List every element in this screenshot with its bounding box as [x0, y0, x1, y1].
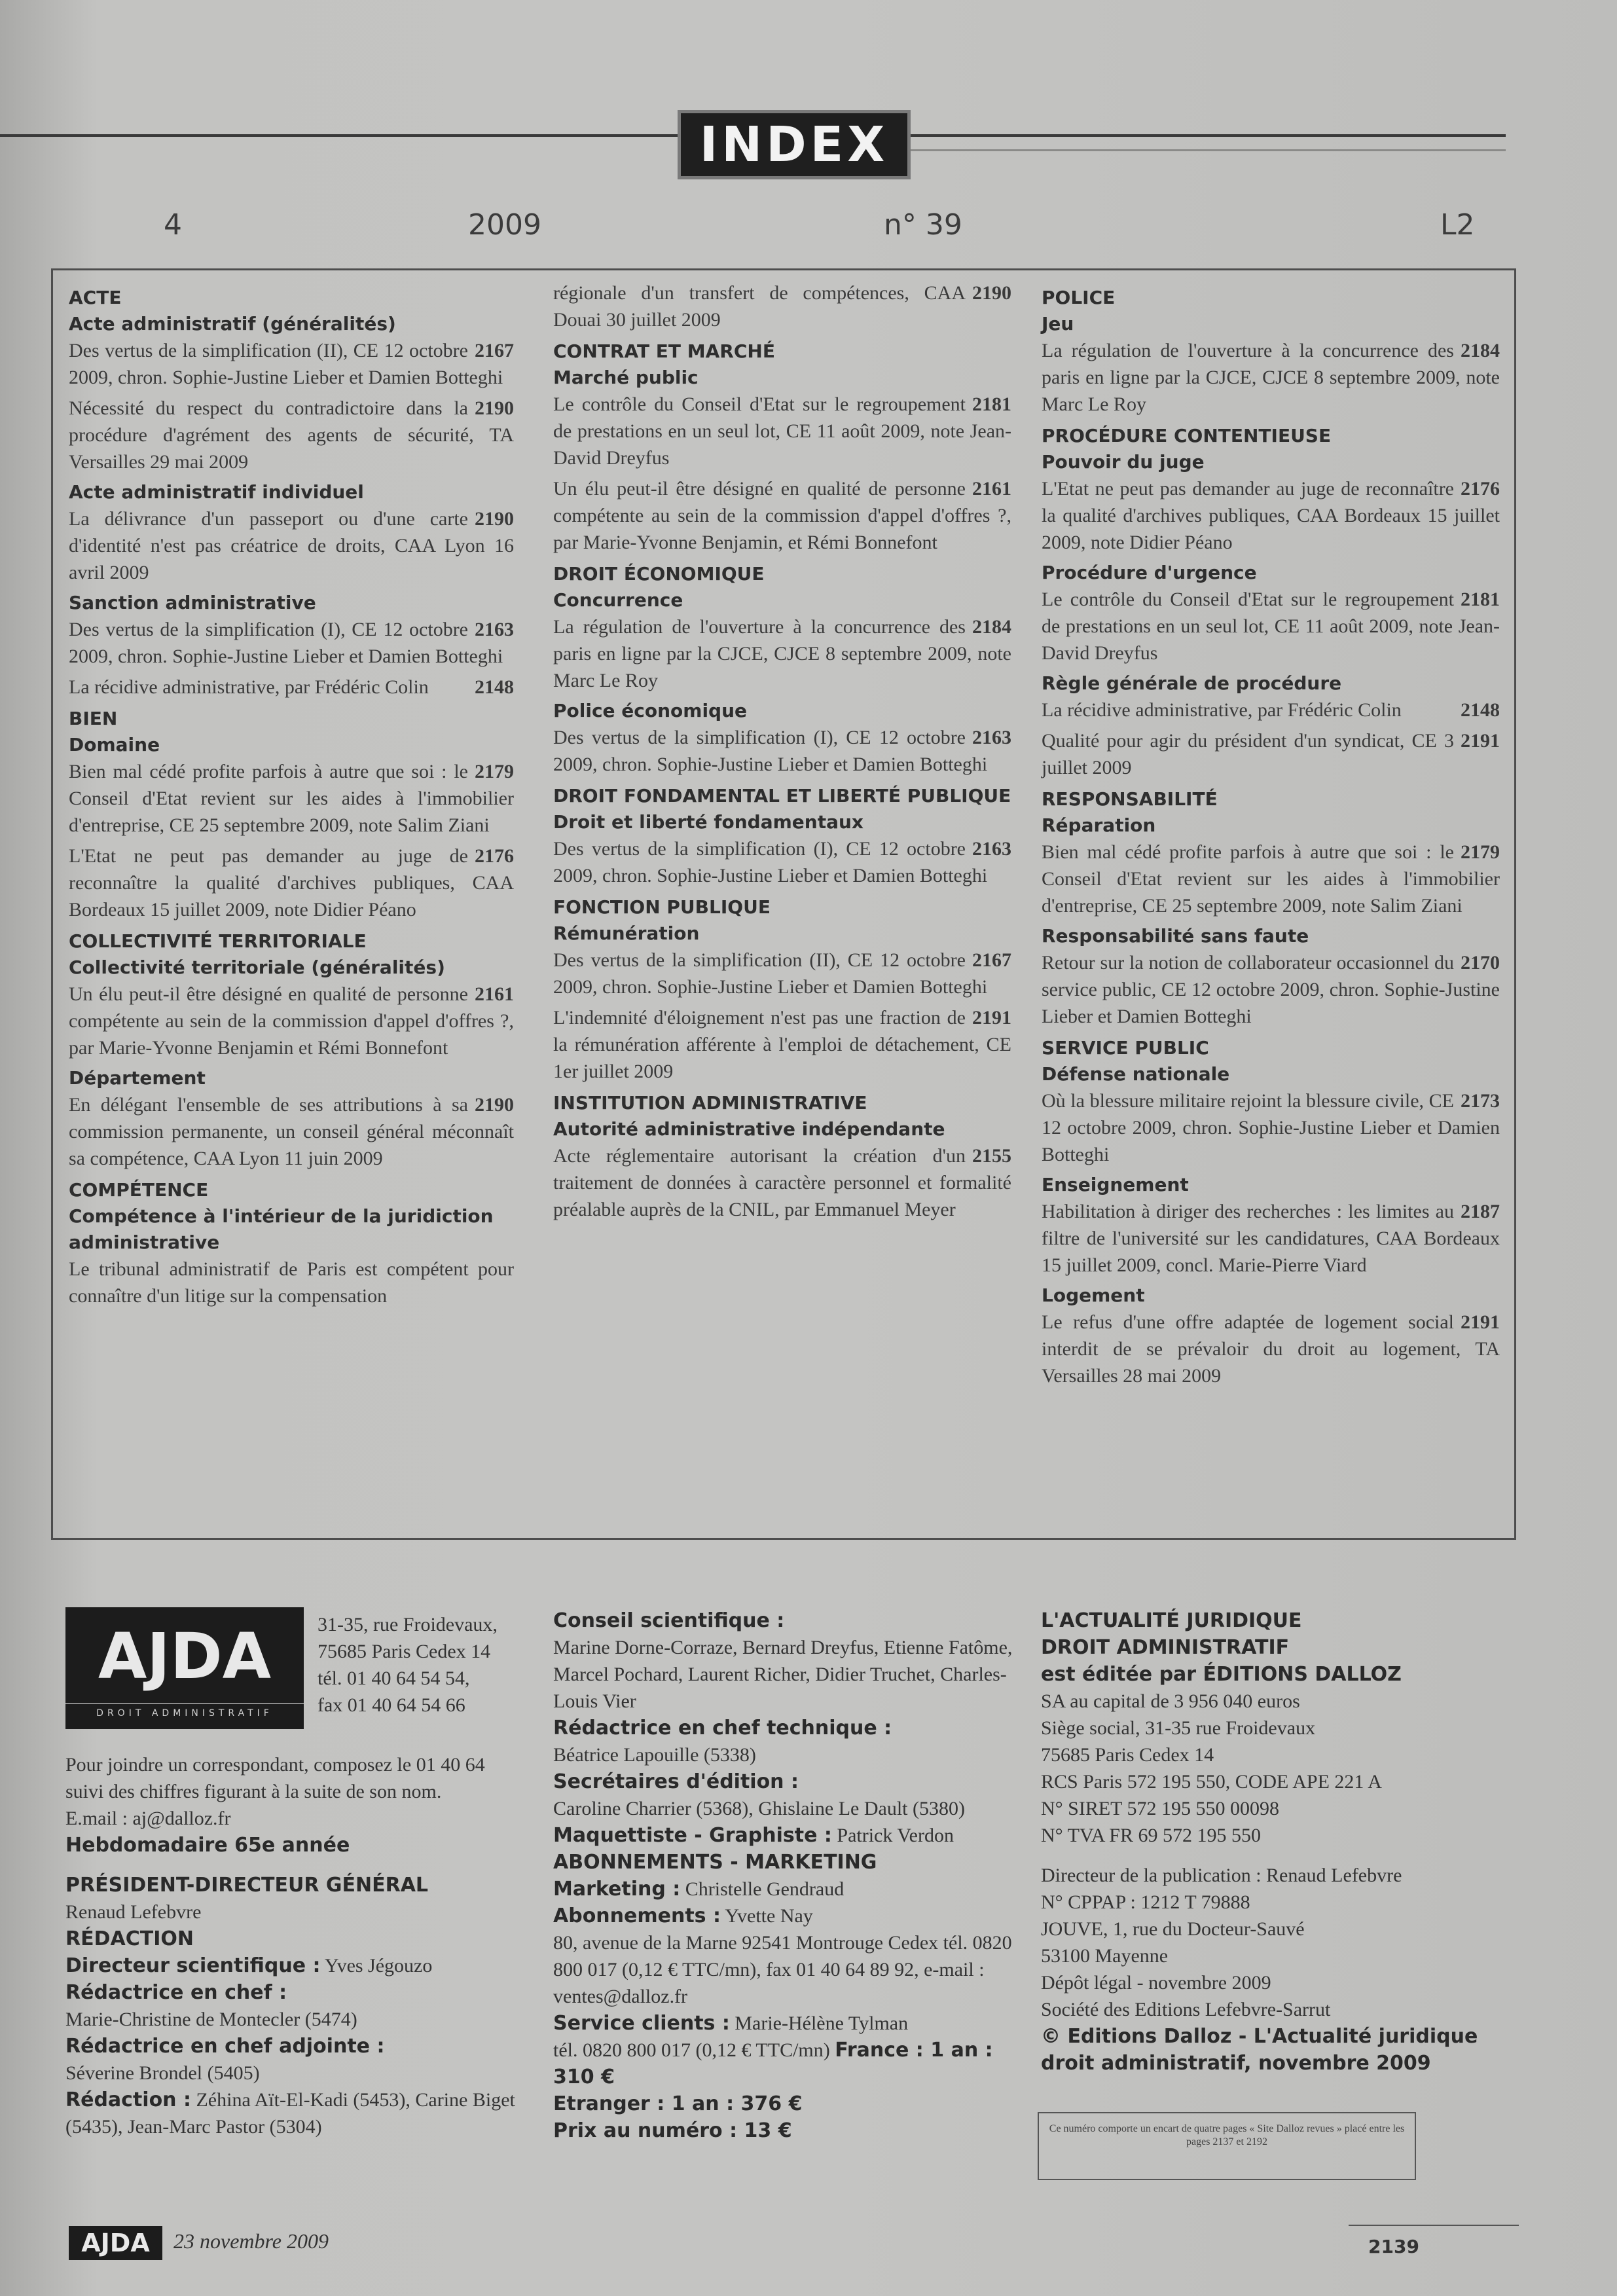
masthead-text: 53100 Mayenne [1041, 1945, 1169, 1967]
masthead-text: 80, avenue de la Marne 92541 Montrouge Cedex tél. 0820 800 017 (0,12 € TTC/mn), fax 01 40 64 89 92, e-mail : ventes@dalloz.fr [553, 1932, 1012, 2007]
masthead-text: Béatrice Lapouille (5338) [553, 1744, 756, 1766]
masthead-value: Patrick Verdon [837, 1825, 954, 1846]
page-ref: 2191 [972, 1007, 1011, 1029]
page-ref: 2187 [1461, 1201, 1500, 1222]
masthead-heading: Rédactrice en chef adjointe : [65, 2035, 385, 2058]
index-entry [69, 981, 514, 1061]
section-heading: PROCÉDURE CONTENTIEUSE [1042, 425, 1332, 446]
address-line: 75685 Paris Cedex 14 [318, 1641, 491, 1662]
masthead-value: tél. 0820 800 017 (0,12 € TTC/mn) [553, 2039, 830, 2061]
spacer [65, 1859, 524, 1872]
masthead-heading: Rédactrice en chef technique : [553, 1717, 892, 1740]
masthead-text: N° CPPAP : 1212 T 79888 [1041, 1891, 1250, 1913]
masthead-line [65, 2086, 524, 2140]
masthead-text: Dépôt légal - novembre 2009 [1041, 1972, 1271, 1994]
section-heading: DROIT ÉCONOMIQUE [553, 563, 765, 585]
section-heading: POLICE [1042, 287, 1116, 308]
entry-text: Des vertus de la simplification (I), CE 12 octobre 2009, chron. Sophie-Justine Lieber et Damien Botteghi [69, 619, 503, 667]
page-ref: 2181 [1461, 589, 1500, 610]
masthead-label: Maquettiste - Graphiste : [553, 1824, 832, 1847]
index-entry [553, 475, 1011, 556]
page-ref: 2155 [972, 1145, 1011, 1167]
masthead-label: Directeur scientifique : [65, 1954, 321, 1977]
index-entry [1042, 337, 1500, 418]
masthead-text: Siège social, 31-35 rue Froidevaux [1041, 1717, 1316, 1739]
entry-text: Un élu peut-il être désigné en qualité de personne compétente au sein de la commission d'appel d'offres ?, par Marie-Yvonne Benjamin, et Rémi Bonnefont [553, 478, 1011, 553]
masthead-text: E.mail : aj@dalloz.fr [65, 1808, 231, 1829]
subsection-heading: Marché public [553, 367, 699, 388]
masthead-column-2 [553, 1607, 1025, 2144]
section-heading: SERVICE PUBLIC [1042, 1037, 1209, 1059]
handwritten-volume: 4 [164, 208, 182, 242]
masthead-heading: DROIT ADMINISTRATIF [1041, 1636, 1290, 1659]
entry-text: La régulation de l'ouverture à la concurrence des paris en ligne par la CJCE, CJCE 8 septembre 2009, note Marc Le Roy [553, 616, 1011, 691]
masthead-heading: Conseil scientifique : [553, 1609, 785, 1632]
page-ref: 2163 [972, 838, 1011, 860]
entry-text: La délivrance d'un passeport ou d'une carte d'identité n'est pas créatrice de droits, CAA Lyon 16 avril 2009 [69, 508, 514, 583]
page-ref: 2179 [1461, 841, 1500, 863]
entry-text: L'Etat ne peut pas demander au juge de reconnaître la qualité d'archives publiques, CAA Bordeaux 15 juillet 2009, note Didier Péano [1042, 478, 1500, 553]
masthead-line [553, 2037, 1025, 2090]
page-ref: 2148 [475, 676, 514, 698]
entry-text: L'Etat ne peut pas demander au juge de reconnaître la qualité d'archives publiques, CAA Bordeaux 15 juillet 2009, note Didier Péano [69, 845, 514, 920]
masthead-label: Service clients : [553, 2012, 730, 2035]
masthead-line [553, 1903, 1025, 1929]
index-entry [553, 391, 1011, 471]
logo-subtitle: DROIT ADMINISTRATIF [65, 1703, 304, 1720]
subsection-heading: Rémunération [553, 922, 700, 944]
publisher-address [318, 1611, 534, 1719]
masthead-value: Zéhina Aït-El-Kadi (5453), Carine Biget (5435), Jean-Marc Pastor (5304) [65, 2089, 515, 2138]
index-entry [1042, 697, 1500, 723]
index-entry [69, 337, 514, 391]
entry-text: Où la blessure militaire rejoint la blessure civile, CE 12 octobre 2009, chron. Sophie-Justine Lieber et Damien Botteghi [1042, 1090, 1500, 1165]
entry-text: Qualité pour agir du président d'un syndicat, CE 3 juillet 2009 [1042, 730, 1454, 778]
page-ref: 2181 [972, 393, 1011, 415]
section-heading: RESPONSABILITÉ [1042, 788, 1218, 810]
ajda-logo [65, 1607, 304, 1729]
masthead-heading: Prix au numéro : 13 € [553, 2119, 792, 2142]
section-heading: FONCTION PUBLIQUE [553, 896, 771, 918]
page-ref: 2167 [475, 340, 514, 361]
subsection-heading: Responsabilité sans faute [1042, 925, 1309, 947]
entry-text: régionale d'un transfert de compétences, CAA Douai 30 juillet 2009 [553, 282, 966, 331]
masthead-text: Pour joindre un correspondant, composez le 01 40 64 suivi des chiffres figurant à la suite de son nom. [65, 1754, 485, 1802]
subsection-heading: Collectivité territoriale (généralités) [69, 957, 445, 978]
spacer [1041, 1849, 1499, 1862]
page-ref: 2170 [1461, 952, 1500, 974]
masthead-column-1 [65, 1607, 524, 2140]
masthead-label: Abonnements : [553, 1904, 721, 1927]
masthead-line [553, 1822, 1025, 1849]
page-ref: 2163 [972, 727, 1011, 748]
page-ref: 2184 [972, 616, 1011, 638]
index-entry [1042, 475, 1500, 556]
index-entry [553, 613, 1011, 694]
masthead-heading: RÉDACTION [65, 1927, 194, 1950]
masthead-label: Marketing : [553, 1878, 681, 1901]
masthead-text: Caroline Charrier (5368), Ghislaine Le Dault (5380) [553, 1798, 965, 1819]
masthead-text: SA au capital de 3 956 040 euros [1041, 1690, 1300, 1712]
index-entry [1042, 727, 1500, 781]
subsection-heading: Autorité administrative indépendante [553, 1118, 945, 1140]
subsection-heading: Sanction administrative [69, 592, 316, 613]
index-entry [1042, 586, 1500, 666]
index-entry [1042, 839, 1500, 919]
index-box [51, 268, 1516, 1540]
subsection-heading: Défense nationale [1042, 1063, 1230, 1085]
subsection-heading: Jeu [1042, 313, 1074, 335]
page-number: 2139 [1368, 2236, 1419, 2257]
entry-text: Des vertus de la simplification (II), CE 12 octobre 2009, chron. Sophie-Justine Lieber et Damien Botteghi [553, 949, 988, 998]
index-entry [553, 947, 1011, 1000]
entry-text: Des vertus de la simplification (I), CE 12 octobre 2009, chron. Sophie-Justine Lieber et Damien Botteghi [553, 727, 988, 775]
page-ref: 2179 [475, 761, 514, 782]
handwritten-code: L2 [1440, 208, 1475, 242]
index-entry [1042, 949, 1500, 1030]
section-heading: ACTE [69, 287, 122, 308]
section-heading: CONTRAT ET MARCHÉ [553, 340, 775, 362]
entry-text: En délégant l'ensemble de ses attributions à sa commission permanente, un conseil général méconnaît sa compétence, CAA Lyon 11 juin 2009 [69, 1094, 514, 1169]
masthead-column-3 [1041, 1607, 1499, 2077]
index-entry [553, 1142, 1011, 1223]
masthead-heading: Rédactrice en chef : [65, 1981, 287, 2004]
page-ref: 2190 [475, 508, 514, 530]
logo-text: AJDA [98, 1620, 271, 1693]
section-heading: DROIT FONDAMENTAL ET LIBERTÉ PUBLIQUE [553, 785, 1011, 807]
entry-text: Le contrôle du Conseil d'Etat sur le regroupement de prestations en un seul lot, CE 11 août 2009, note Jean-David Dreyfus [1042, 589, 1500, 664]
masthead-text: Société des Editions Lefebvre-Sarrut [1041, 1999, 1331, 2020]
masthead-value: Yves Jégouzo [324, 1955, 433, 1977]
entry-text: Des vertus de la simplification (II), CE 12 octobre 2009, chron. Sophie-Justine Lieber et Damien Botteghi [69, 340, 503, 388]
masthead-text: Marie-Christine de Montecler (5474) [65, 2009, 357, 2030]
masthead-heading: Hebdomadaire 65e année [65, 1834, 350, 1857]
section-heading: BIEN [69, 708, 118, 729]
entry-text: La récidive administrative, par Frédéric Colin [1042, 699, 1402, 721]
subsection-heading: Acte administratif (généralités) [69, 313, 396, 335]
entry-text: Des vertus de la simplification (I), CE 12 octobre 2009, chron. Sophie-Justine Lieber et Damien Botteghi [553, 838, 988, 886]
index-entry [69, 616, 514, 670]
header-rule-secondary [903, 149, 1506, 151]
subsection-heading: Acte administratif individuel [69, 481, 364, 503]
entry-text: Nécessité du respect du contradictoire dans la procédure d'agrément des agents de sécurité, TA Versailles 29 mai 2009 [69, 397, 514, 473]
subsection-heading: Logement [1042, 1285, 1145, 1306]
masthead-text: Séverine Brondel (5405) [65, 2062, 260, 2084]
page-ref: 2176 [1461, 478, 1500, 500]
handwritten-year: 2009 [468, 208, 541, 242]
index-entry [69, 505, 514, 586]
masthead-text: Renaud Lefebvre [65, 1901, 202, 1923]
masthead-value: Marie-Hélène Tylman [735, 2013, 909, 2034]
masthead-label: Rédaction : [65, 2088, 191, 2111]
subsection-heading: Domaine [69, 734, 160, 756]
entry-text: Un élu peut-il être désigné en qualité de personne compétente au sein de la commission d'appel d'offres ?, par Marie-Yvonne Benjamin et Rémi Bonnefont [69, 983, 514, 1059]
masthead-heading: © Editions Dalloz - L'Actualité juridique droit administratif, novembre 2009 [1041, 2025, 1478, 2075]
address-line: fax 01 40 64 54 66 [318, 1694, 465, 1716]
index-entry [1042, 1198, 1500, 1279]
masthead-list-1 [65, 1751, 524, 2140]
index-column-1 [69, 280, 514, 1313]
masthead-text: 75685 Paris Cedex 14 [1041, 1744, 1214, 1766]
entry-text: La récidive administrative, par Frédéric Colin [69, 676, 429, 698]
entry-text: Retour sur la notion de collaborateur occasionnel du service public, CE 12 octobre 2009, chron. Sophie-Justine Lieber et Damien Botteghi [1042, 952, 1500, 1027]
address-line: 31-35, rue Froidevaux, [318, 1614, 498, 1635]
masthead-text: Marine Dorne-Corraze, Bernard Dreyfus, Etienne Fatôme, Marcel Pochard, Laurent Richer, Didier Truchet, Charles-Louis Vier [553, 1637, 1013, 1712]
page-ref: 2191 [1461, 730, 1500, 752]
entry-text: Le refus d'une offre adaptée de logement social interdit de se prévaloir du droit au logement, TA Versailles 28 mai 2009 [1042, 1311, 1500, 1387]
entry-text: La régulation de l'ouverture à la concurrence des paris en ligne par la CJCE, CJCE 8 septembre 2009, note Marc Le Roy [1042, 340, 1500, 415]
page-ref: 2173 [1461, 1090, 1500, 1112]
address-line: tél. 01 40 64 54 54, [318, 1667, 470, 1689]
index-entry [553, 724, 1011, 778]
subsection-heading: Enseignement [1042, 1174, 1189, 1195]
page-ref: 2190 [475, 397, 514, 419]
subsection-heading: Règle générale de procédure [1042, 672, 1342, 694]
masthead-label: France : 1 an : 310 € [553, 2039, 993, 2088]
insert-note: Ce numéro comporte un encart de quatre pages « Site Dalloz revues » placé entre les pages 2137 et 2192 [1038, 2112, 1416, 2180]
footer-date: 23 novembre 2009 [173, 2229, 329, 2253]
subsection-heading: Département [69, 1067, 206, 1089]
entry-text: Le tribunal administratif de Paris est compétent pour connaître d'un litige sur la compensation [69, 1258, 514, 1307]
masthead-text: N° SIRET 572 195 550 00098 [1041, 1798, 1279, 1819]
masthead-heading: Secrétaires d'édition : [553, 1770, 799, 1793]
footer-rule [1349, 2225, 1519, 2226]
index-entry [69, 758, 514, 839]
masthead-line [553, 1876, 1025, 1903]
index-entry [553, 1004, 1011, 1085]
index-entry [69, 395, 514, 475]
page-ref: 2190 [972, 282, 1011, 304]
subsection-heading: Compétence à l'intérieur de la juridiction administrative [69, 1205, 494, 1253]
masthead-value: Christelle Gendraud [685, 1878, 845, 1900]
section-heading: COMPÉTENCE [69, 1179, 209, 1201]
subsection-heading: Police économique [553, 700, 748, 721]
masthead-line [553, 2010, 1025, 2037]
page-ref: 2190 [475, 1094, 514, 1116]
page-ref: 2161 [972, 478, 1011, 500]
entry-text: L'indemnité d'éloignement n'est pas une fraction de la rémunération afférente à l'emploi de détachement, CE 1er juillet 2009 [553, 1007, 1011, 1082]
subsection-heading: Réparation [1042, 814, 1156, 836]
index-column-3 [1042, 280, 1500, 1393]
page-ref: 2161 [475, 983, 514, 1005]
index-title: INDEX [678, 110, 911, 179]
subsection-heading: Concurrence [553, 589, 683, 611]
masthead-heading: est éditée par ÉDITIONS DALLOZ [1041, 1663, 1402, 1686]
page-ref: 2148 [1461, 699, 1500, 721]
index-entry [553, 835, 1011, 889]
entry-text: Bien mal cédé profite parfois à autre que soi : le Conseil d'Etat revient sur les aides à l'immobilier d'entreprise, CE 25 septembre 2009, note Salim Ziani [69, 761, 514, 836]
masthead-line [65, 1952, 524, 1979]
page-ref: 2163 [475, 619, 514, 640]
subsection-heading: Pouvoir du juge [1042, 451, 1205, 473]
entry-text: Le contrôle du Conseil d'Etat sur le regroupement de prestations en un seul lot, CE 11 août 2009, note Jean-David Dreyfus [553, 393, 1011, 469]
masthead-heading: ABONNEMENTS - MARKETING [553, 1851, 877, 1874]
masthead-heading: Etranger : 1 an : 376 € [553, 2092, 803, 2115]
masthead-value: Yvette Nay [725, 1905, 813, 1927]
index-entry [1042, 1087, 1500, 1168]
index-entry [69, 674, 514, 701]
index-entry [69, 1091, 514, 1172]
entry-text: Bien mal cédé profite parfois à autre que soi : le Conseil d'Etat revient sur les aides à l'immobilier d'entreprise, CE 25 septembre 2009, note Salim Ziani [1042, 841, 1500, 917]
section-heading: COLLECTIVITÉ TERRITORIALE [69, 930, 367, 952]
page-ref: 2184 [1461, 340, 1500, 361]
index-entry [69, 843, 514, 923]
subsection-heading: Droit et liberté fondamentaux [553, 811, 863, 833]
page-ref: 2176 [475, 845, 514, 867]
masthead-text: JOUVE, 1, rue du Docteur-Sauvé [1041, 1918, 1305, 1940]
index-entry [553, 280, 1011, 333]
entry-text: Acte réglementaire autorisant la création d'un traitement de données à caractère personnel et formalité préalable auprès de la CNIL, par Emmanuel Meyer [553, 1145, 1011, 1220]
masthead-text: Directeur de la publication : Renaud Lefebvre [1041, 1865, 1402, 1886]
subsection-heading: Procédure d'urgence [1042, 562, 1257, 583]
page-ref: 2191 [1461, 1311, 1500, 1333]
handwritten-number: n° 39 [884, 208, 962, 242]
footer-brand: AJDA [69, 2226, 162, 2260]
entry-text: Habilitation à diriger des recherches : les limites au filtre de l'université sur les candidatures, CAA Bordeaux 15 juillet 2009, concl. Marie-Pierre Viard [1042, 1201, 1500, 1276]
index-column-2 [553, 280, 1011, 1227]
section-heading: INSTITUTION ADMINISTRATIVE [553, 1092, 867, 1114]
index-entry [1042, 1309, 1500, 1389]
masthead-text: N° TVA FR 69 572 195 550 [1041, 1825, 1261, 1846]
masthead-heading: PRÉSIDENT-DIRECTEUR GÉNÉRAL [65, 1874, 429, 1897]
index-entry [69, 1256, 514, 1309]
page-ref: 2167 [972, 949, 1011, 971]
masthead-text: RCS Paris 572 195 550, CODE APE 221 A [1041, 1771, 1382, 1793]
masthead-heading: L'ACTUALITÉ JURIDIQUE [1041, 1609, 1302, 1632]
